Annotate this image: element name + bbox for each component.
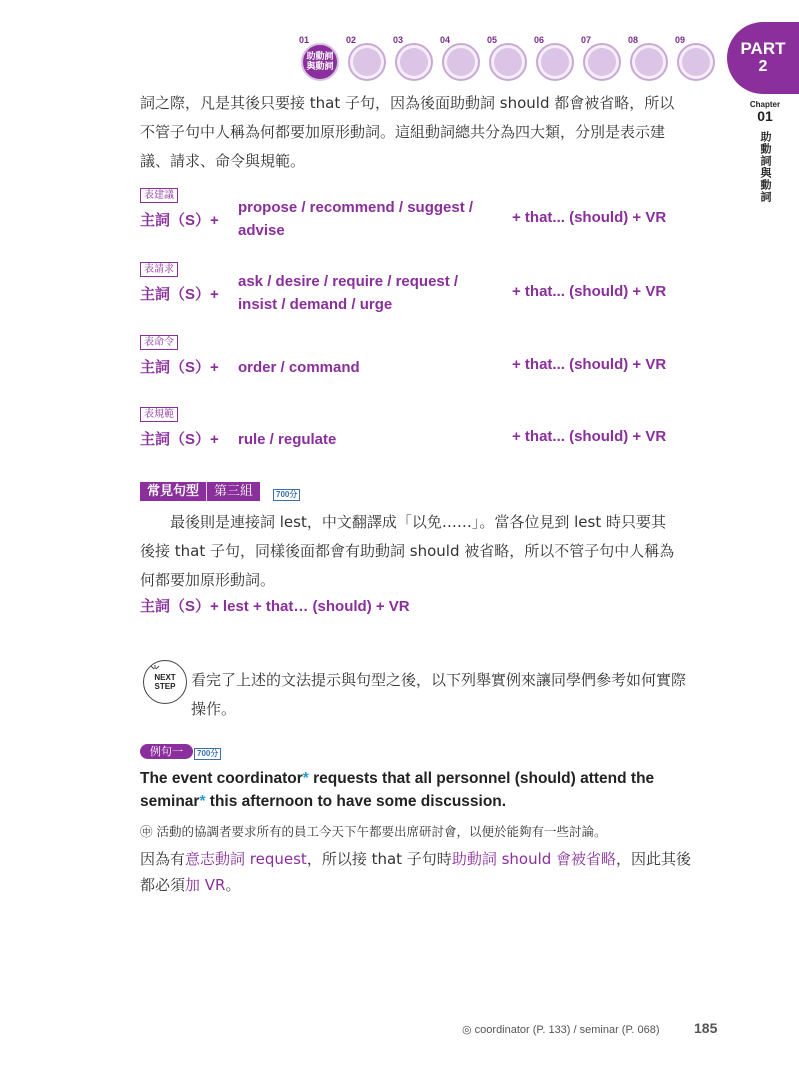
vocab-star: * (302, 770, 309, 787)
example-text: requests that all personnel (should) attend the (308, 770, 655, 787)
translation (140, 822, 607, 840)
nav-circle-inner (588, 48, 616, 76)
nav-circle-inner (353, 48, 381, 76)
subject-label: 主詞（S）+ (140, 359, 219, 376)
nav-item-05[interactable] (485, 35, 529, 82)
nav-label: 助動詞 與動詞 (306, 52, 334, 72)
pattern-row (140, 196, 700, 244)
nav-circle-inner (447, 48, 475, 76)
nav-number: 04 (440, 35, 451, 45)
nav-circle-inner (682, 48, 710, 76)
group-tag: 表請求 (140, 262, 178, 277)
nav-circle (442, 43, 480, 81)
lest-line: 何都要加原形動詞。 (140, 571, 276, 589)
translation-mark: ㊥ (140, 824, 153, 839)
nav-number: 07 (581, 35, 592, 45)
subject-label: 主詞（S）+ (140, 212, 219, 229)
explain-text: ，所以接 that 子句時 (306, 850, 452, 868)
example-text: seminar (140, 793, 200, 810)
next-step-paragraph (191, 666, 711, 724)
explain-highlight: 加 VR (185, 876, 226, 894)
score-badge: 700分 (273, 489, 300, 501)
chapter-label: Chapter (749, 100, 781, 109)
nav-item-02[interactable] (344, 35, 388, 82)
nav-number: 02 (346, 35, 357, 45)
intro-paragraph (140, 89, 710, 176)
next-step-word: STEP (154, 682, 176, 691)
pattern-tail: + that... (should) + VR (512, 428, 667, 445)
subject-label: 主詞（S）+ (140, 286, 219, 303)
nav-item-07[interactable] (579, 35, 623, 82)
pattern-tail: + that... (should) + VR (512, 209, 667, 226)
nav-item-08[interactable] (626, 35, 670, 82)
chapter-sidebar (745, 100, 785, 203)
explain-text: 。 (225, 876, 241, 894)
pattern-group: 第三組 (206, 482, 260, 501)
next-step-line: 操作。 (191, 700, 237, 718)
vocab-icon: ◎ (462, 1024, 472, 1036)
pattern-tail: + that... (should) + VR (512, 283, 667, 300)
part-label: PART (740, 39, 786, 58)
explain-text: ，因此其後 (616, 850, 692, 868)
verb-list (238, 270, 498, 316)
example-text: The event coordinator (140, 770, 303, 787)
pattern-title: 常見句型 (140, 482, 206, 501)
translation-text: 活動的協調者要求所有的員工今天下午都要出席研討會，以便於能夠有一些討論。 (152, 824, 607, 839)
example-text: this afternoon to have some discussion. (205, 793, 507, 810)
nav-circle (583, 43, 621, 81)
explain-highlight: 助動詞 should 會被省略 (451, 850, 617, 868)
pattern-label (140, 482, 260, 501)
nav-number: 08 (628, 35, 639, 45)
example-label: 例句一 (140, 744, 193, 759)
nav-number: 03 (393, 35, 404, 45)
explain-text: 因為有 (140, 850, 186, 868)
intro-line: 不管子句中人稱為何都要加原形動詞。這組動詞總共分為四大類，分別是表示建 (140, 123, 666, 141)
vocab-star: * (199, 793, 206, 810)
chapter-nav (297, 35, 727, 84)
vocab-references: coordinator (P. 133) / seminar (P. 068) (471, 1024, 660, 1036)
verb-list (238, 428, 498, 451)
nav-item-09[interactable] (673, 35, 717, 82)
lest-line: 最後則是連接詞 lest，中文翻譯成「以免……」。當各位見到 lest 時只要其 (140, 513, 666, 531)
pattern-tail: + that... (should) + VR (512, 356, 667, 373)
nav-circle-inner (494, 48, 522, 76)
nav-circle (630, 43, 668, 81)
lest-line: 後接 that 子句，同樣後面都會有助動詞 should 被省略，所以不管子句中人稱為 (140, 542, 675, 560)
explain-text: 都必須 (140, 876, 186, 894)
verb-line: insist / demand / urge (238, 296, 393, 313)
group-tag: 表建議 (140, 188, 178, 203)
intro-line: 詞之際，凡是其後只要接 that 子句，因為後面助動詞 should 都會被省略，所以 (140, 94, 675, 112)
chapter-number: 01 (757, 108, 773, 124)
nav-circle (348, 43, 386, 81)
nav-number: 01 (299, 35, 310, 45)
nav-circle (395, 43, 433, 81)
nav-circle-inner (635, 48, 663, 76)
lest-paragraph (140, 508, 710, 595)
pattern-row (140, 356, 700, 380)
score-badge: 700分 (194, 748, 221, 760)
nav-circle-inner (400, 48, 428, 76)
next-step-icon (143, 660, 187, 704)
nav-circle (489, 43, 527, 81)
nav-item-03[interactable] (391, 35, 435, 82)
verb-line: propose / recommend / suggest / (238, 199, 474, 216)
nav-item-06[interactable] (532, 35, 576, 82)
group-tag: 表命令 (140, 335, 178, 350)
nav-number: 05 (487, 35, 498, 45)
next-step-line: 看完了上述的文法提示與句型之後，以下列舉實例來讓同學們參考如何實際 (191, 671, 687, 689)
verb-line: order / command (238, 359, 360, 376)
pattern-row (140, 270, 700, 318)
verb-line: advise (238, 222, 285, 239)
page-number: 185 (694, 1020, 718, 1036)
verb-line: rule / regulate (238, 431, 337, 448)
part-tab (727, 22, 799, 94)
sparkle-icon (150, 665, 160, 673)
intro-line: 議、請求、命令與規範。 (140, 152, 306, 170)
nav-number: 06 (534, 35, 545, 45)
verb-list (238, 196, 498, 242)
nav-number: 09 (675, 35, 686, 45)
explain-highlight: 意志動詞 request (185, 850, 307, 868)
nav-circle-active (301, 43, 339, 81)
explanation (140, 846, 710, 898)
part-number: 2 (758, 58, 768, 75)
lest-formula: 主詞（S）+ lest + that… (should) + VR (140, 598, 410, 615)
verb-line: ask / desire / require / request / (238, 273, 459, 290)
nav-item-04[interactable] (438, 35, 482, 82)
group-tag: 表規範 (140, 407, 178, 422)
nav-circle-inner (541, 48, 569, 76)
nav-circle (536, 43, 574, 81)
next-step-word: NEXT (154, 673, 176, 682)
nav-item-01[interactable] (297, 35, 341, 82)
pattern-row (140, 428, 700, 452)
subject-label: 主詞（S）+ (140, 431, 219, 448)
example-sentence (140, 767, 700, 813)
nav-circle (677, 43, 715, 81)
vocab-footer (462, 1023, 660, 1036)
chapter-title: 助動詞與動詞 (759, 131, 771, 203)
verb-list (238, 356, 498, 379)
